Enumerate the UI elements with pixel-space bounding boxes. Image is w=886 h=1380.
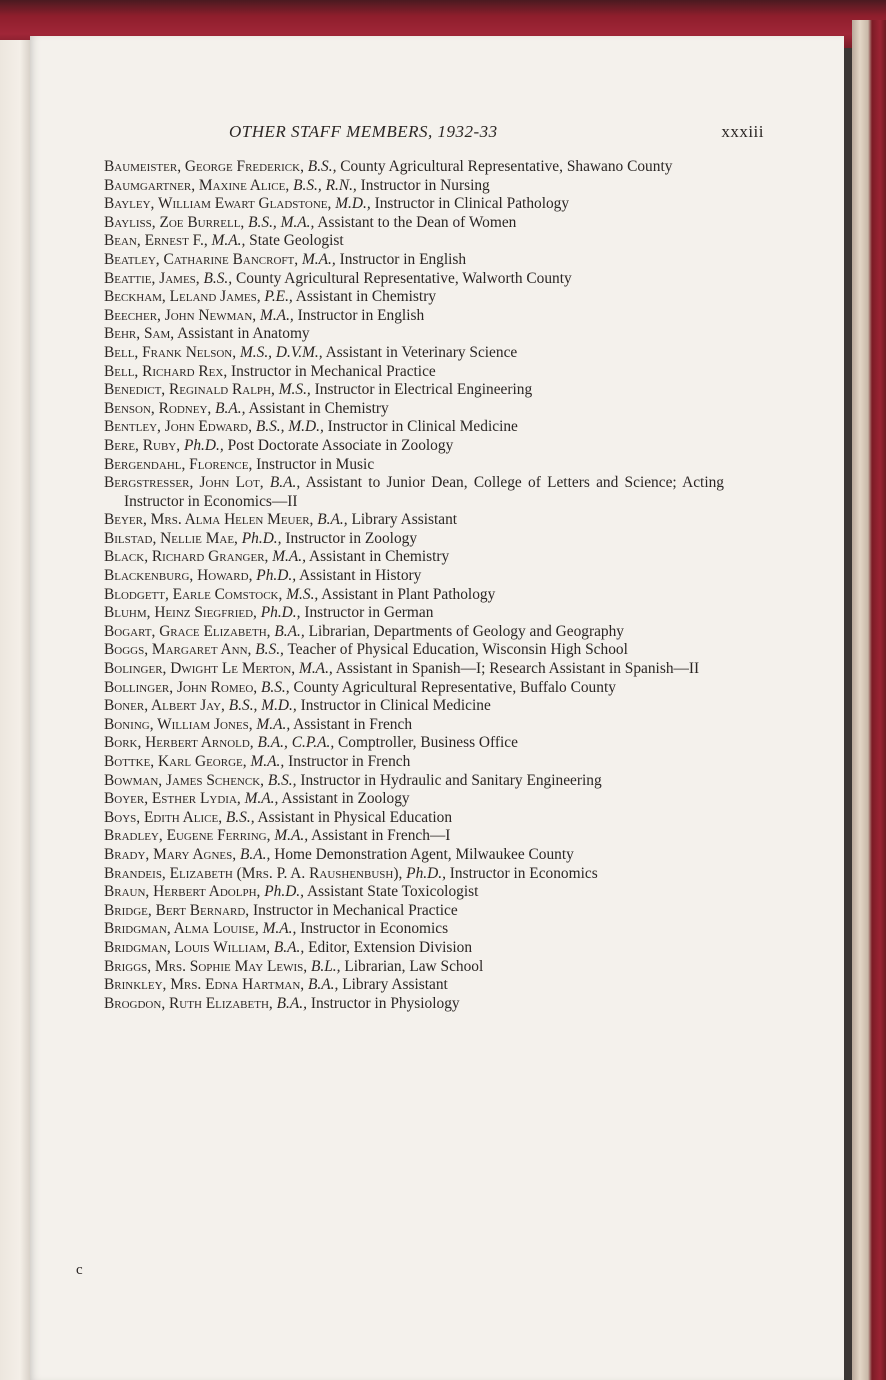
staff-degree: B.L., — [311, 957, 341, 975]
staff-name: Bridge, Bert Bernard, — [104, 901, 250, 919]
staff-name: Blackenburg, Howard, — [104, 567, 253, 585]
signature-mark: c — [76, 1262, 83, 1278]
staff-degree: Ph.D., — [256, 567, 297, 585]
staff-role: Instructor in German — [304, 604, 434, 622]
staff-degree: B.S., — [255, 641, 284, 659]
staff-entry — [104, 344, 724, 363]
staff-name: Bergendahl, Florence, — [104, 455, 253, 473]
staff-name: Baumgartner, Maxine Alice, — [104, 176, 290, 194]
staff-degree: M.A., — [262, 920, 297, 938]
page-number: xxxiii — [721, 122, 764, 141]
staff-entry — [104, 381, 724, 400]
staff-entry — [104, 177, 724, 196]
staff-name: Bradley, Eugene Ferring, — [104, 827, 271, 845]
staff-entry — [104, 883, 724, 902]
staff-entry — [104, 641, 724, 660]
staff-role: Instructor in Economics — [300, 920, 449, 938]
staff-entry — [104, 790, 724, 809]
staff-degree: B.A., — [274, 622, 305, 640]
staff-name: Bottke, Karl George, — [104, 753, 247, 770]
staff-entry — [104, 288, 724, 307]
staff-degree: M.A., — [301, 250, 336, 268]
staff-degree: B.A., — [269, 474, 301, 492]
staff-degree: M.S., — [278, 381, 311, 399]
staff-role: Librarian, Departments of Geology and Geography — [308, 622, 624, 640]
staff-name: Beattie, James, — [104, 269, 200, 287]
staff-name: Beecher, John Newman, — [104, 306, 257, 324]
staff-name: Briggs, Mrs. Sophie May Lewis, — [104, 957, 308, 975]
staff-entry — [104, 976, 724, 995]
staff-role: Assistant State Toxicologist — [307, 883, 479, 901]
staff-name: Bilstad, Nellie Mae, — [104, 529, 238, 547]
staff-name: Benedict, Reginald Ralph, — [104, 381, 275, 399]
staff-degree: B.S., R.N., — [293, 176, 357, 194]
staff-name: Boning, William Jones, — [104, 715, 253, 733]
staff-degree: Ph.D., — [241, 529, 282, 547]
staff-role: Assistant in Spanish—I; Research Assistant in Spanish—II — [335, 660, 700, 678]
staff-entry — [104, 902, 724, 921]
staff-role: Assistant in French—I — [311, 827, 451, 845]
staff-entry — [104, 679, 724, 698]
staff-role: Home Demonstration Agent, Milwaukee County — [274, 845, 574, 863]
staff-role: Instructor in Mechanical Practice — [231, 362, 436, 380]
staff-entry — [104, 995, 724, 1014]
staff-role: Assistant in Anatomy — [177, 325, 310, 343]
staff-degree: B.A., — [307, 976, 339, 994]
staff-role: County Agricultural Representative, Shawano County — [340, 158, 673, 175]
document-page — [30, 36, 844, 1380]
staff-degree: M.A., — [211, 232, 246, 250]
staff-entry — [104, 716, 724, 735]
staff-role: Instructor in Electrical Engineering — [314, 381, 533, 399]
staff-role: Instructor in Clinical Medicine — [327, 418, 518, 436]
staff-entry — [104, 772, 724, 791]
staff-role: County Agricultural Representative, Buffalo County — [293, 678, 616, 696]
staff-role: Assistant in Chemistry — [248, 399, 389, 417]
staff-degree: B.A., — [273, 938, 305, 956]
staff-name: Beckham, Leland James, — [104, 288, 261, 306]
staff-name: Bell, Richard Rex, — [104, 362, 228, 380]
staff-name: Behr, Sam, — [104, 325, 175, 343]
staff-entry — [104, 270, 724, 289]
staff-role: Instructor in Economics — [449, 864, 598, 882]
staff-role: Instructor in Nursing — [360, 176, 490, 194]
staff-name: Bayley, William Ewart Gladstone, — [104, 195, 332, 213]
staff-degree: Ph.D., — [264, 883, 305, 901]
staff-degree: B.S., — [225, 808, 255, 826]
staff-entry — [104, 586, 724, 605]
staff-entry — [104, 437, 724, 456]
staff-entry — [104, 939, 724, 958]
staff-degree: B.S., M.A., — [248, 213, 315, 231]
staff-role: Instructor in Physiology — [310, 994, 460, 1012]
staff-name: Boyer, Esther Lydia, — [104, 790, 241, 808]
staff-degree: Ph.D., — [406, 864, 446, 882]
staff-role: Assistant in Chemistry — [295, 288, 437, 306]
staff-role: Teacher of Physical Education, Wisconsin High School — [287, 641, 628, 659]
staff-name: Black, Richard Granger, — [104, 548, 269, 566]
staff-name: Brinkley, Mrs. Edna Hartman, — [104, 976, 305, 994]
staff-name: Bowman, James Schenck, — [104, 771, 264, 789]
staff-name: Benson, Rodney, — [104, 399, 212, 417]
staff-degree: B.A., C.P.A., — [257, 734, 335, 752]
staff-name: Boys, Edith Alice, — [104, 808, 223, 826]
staff-name: Bergstresser, John Lot, — [104, 474, 264, 492]
staff-name: Braun, Herbert Adolph, — [104, 883, 261, 901]
staff-name: Boggs, Margaret Ann, — [104, 641, 252, 659]
staff-name: Brandeis, Elizabeth (Mrs. P. A. Raushenbush), — [104, 864, 403, 882]
staff-degree: B.A., — [276, 994, 307, 1012]
staff-role: Editor, Extension Division — [308, 938, 473, 956]
staff-name: Bluhm, Heinz Siegfried, — [104, 604, 257, 622]
staff-degree: B.S., — [260, 678, 290, 696]
staff-degree: B.S., — [267, 771, 297, 789]
staff-entry — [104, 809, 724, 828]
staff-degree: B.S., M.D., — [228, 697, 297, 715]
staff-role: Assistant in Chemistry — [309, 548, 450, 566]
staff-entry — [104, 418, 724, 437]
staff-degree: M.S., — [286, 585, 319, 603]
staff-entry — [104, 363, 724, 382]
staff-role: Instructor in Music — [256, 455, 375, 473]
staff-degree: M.A., — [244, 790, 279, 808]
staff-entry — [104, 920, 724, 939]
staff-entry — [104, 827, 724, 846]
staff-name: Bentley, John Edward, — [104, 418, 252, 436]
staff-entry — [104, 400, 724, 419]
staff-degree: M.A., — [272, 548, 306, 566]
staff-degree: M.A., — [260, 306, 294, 324]
staff-degree: Ph.D., — [260, 604, 301, 622]
staff-degree: M.D., — [335, 195, 371, 213]
staff-role: State Geologist — [249, 232, 344, 250]
staff-role: Assistant to Junior Dean, College of Letters and Science; Acting Instructor in Economics—II — [124, 474, 724, 510]
staff-degree: B.A., — [317, 511, 348, 529]
staff-role: Assistant in French — [293, 715, 413, 733]
staff-entry — [104, 548, 724, 567]
staff-entry — [104, 958, 724, 977]
staff-role: Assistant in Veterinary Science — [325, 343, 518, 361]
staff-entry — [104, 195, 724, 214]
staff-role: Assistant in History — [299, 567, 422, 585]
staff-name: Bayliss, Zoe Burrell, — [104, 213, 245, 231]
staff-entry — [104, 456, 724, 475]
running-header — [74, 122, 764, 146]
staff-entry — [104, 232, 724, 251]
staff-entry — [104, 623, 724, 642]
staff-role: Instructor in Zoology — [285, 529, 418, 547]
staff-name: Blodgett, Earle Comstock, — [104, 585, 283, 603]
staff-degree: B.S., — [203, 269, 233, 287]
running-title: OTHER STAFF MEMBERS, 1932-33 — [229, 122, 498, 141]
staff-role: Comptroller, Business Office — [338, 734, 518, 752]
staff-entry — [104, 753, 724, 772]
staff-name: Bean, Ernest F., — [104, 232, 208, 250]
staff-list — [104, 158, 724, 1013]
staff-degree: B.S., — [307, 158, 337, 175]
staff-name: Beatley, Catharine Bancroft, — [104, 250, 299, 268]
staff-role: Post Doctorate Associate in Zoology — [227, 436, 454, 454]
staff-name: Bogart, Grace Elizabeth, — [104, 622, 271, 640]
staff-entry — [104, 307, 724, 326]
staff-degree: M.A., — [250, 753, 285, 770]
staff-name: Bere, Ruby, — [104, 436, 181, 454]
staff-entry — [104, 158, 724, 177]
staff-entry — [104, 604, 724, 623]
staff-name: Bollinger, John Romeo, — [104, 678, 258, 696]
staff-role: Assistant in Physical Education — [257, 808, 453, 826]
staff-degree: P.E., — [264, 288, 293, 306]
staff-degree: M.A., — [299, 660, 333, 678]
staff-name: Bork, Herbert Arnold, — [104, 734, 254, 752]
book-cover-right-edge — [852, 20, 886, 1380]
staff-entry — [104, 474, 724, 511]
staff-role: Instructor in French — [288, 753, 411, 770]
staff-degree: M.A., — [256, 715, 291, 733]
staff-entry — [104, 251, 724, 270]
staff-name: Bridgman, Louis William, — [104, 938, 271, 956]
staff-entry — [104, 567, 724, 586]
facing-page-edge — [0, 40, 30, 1380]
staff-name: Baumeister, George Frederick, — [104, 158, 304, 175]
staff-degree: B.A., — [239, 845, 271, 863]
staff-role: Library Assistant — [351, 511, 458, 529]
staff-role: Instructor in Mechanical Practice — [253, 901, 458, 919]
staff-role: Library Assistant — [342, 976, 448, 994]
staff-entry — [104, 865, 724, 884]
staff-role: Instructor in English — [297, 306, 425, 324]
staff-entry — [104, 511, 724, 530]
staff-degree: M.A., — [274, 827, 309, 845]
staff-role: County Agricultural Representative, Walworth County — [235, 269, 572, 287]
staff-entry — [104, 734, 724, 753]
staff-role: Assistant in Plant Pathology — [321, 585, 496, 603]
staff-name: Bolinger, Dwight Le Merton, — [104, 660, 296, 678]
staff-entry — [104, 697, 724, 716]
staff-entry — [104, 846, 724, 865]
staff-role: Instructor in English — [339, 250, 467, 268]
staff-role: Librarian, Law School — [344, 957, 484, 975]
staff-name: Bell, Frank Nelson, — [104, 343, 237, 361]
staff-name: Beyer, Mrs. Alma Helen Meuer, — [104, 511, 314, 529]
staff-role: Assistant to the Dean of Women — [317, 213, 517, 231]
staff-name: Boner, Albert Jay, — [104, 697, 225, 715]
staff-entry — [104, 325, 724, 344]
staff-degree: B.A., — [215, 399, 246, 417]
staff-name: Brogdon, Ruth Elizabeth, — [104, 994, 273, 1012]
staff-entry — [104, 660, 724, 679]
staff-role: Instructor in Clinical Pathology — [374, 195, 570, 213]
staff-name: Bridgman, Alma Louise, — [104, 920, 259, 938]
staff-name: Brady, Mary Agnes, — [104, 845, 237, 863]
staff-degree: Ph.D., — [183, 436, 224, 454]
staff-entry — [104, 530, 724, 549]
staff-entry — [104, 214, 724, 233]
staff-degree: B.S., M.D., — [255, 418, 324, 436]
staff-role: Assistant in Zoology — [281, 790, 410, 808]
staff-role: Instructor in Hydraulic and Sanitary Engineering — [300, 771, 602, 789]
staff-role: Instructor in Clinical Medicine — [300, 697, 491, 715]
staff-degree: M.S., D.V.M., — [239, 343, 323, 361]
